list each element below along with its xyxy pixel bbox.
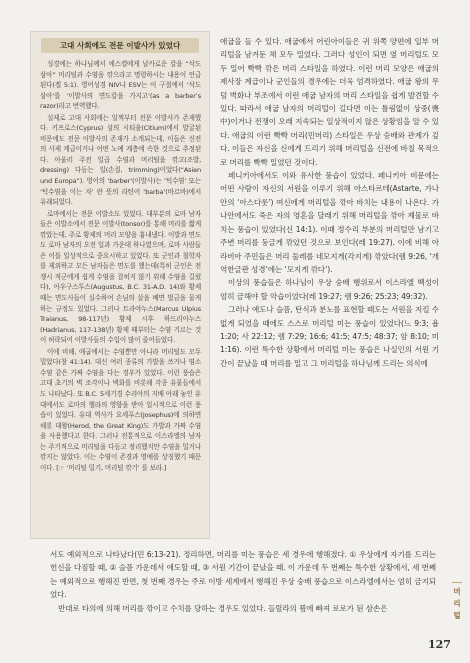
main-column-right — [220, 35, 439, 535]
sidebar-box — [30, 31, 210, 539]
sidebar-paragraph: 실제로 고대 사회에는 일찍부터 전문 이발사가 존재했다. 키프로스(Cyprus) 섬의 시티움(Citium)에서 발굴된 비문에도 전문 이발사의 존재가 소개되는데, 이들은 신전의 사제 계급이거나 어떤 노예 계층에 속한 것으로 추정된다. 아울러 주전 일곱 수염과 머리털을 깎고(조발, dressing) 다듬는 일(손질, trimming)이었다(“Asien und Europa”). 영어의 ‘barber’(이발사)는 ‘턱수염’ 또는 ‘턱수염을 이는 자’ 란 뜻의 라틴어 ‘barba’(바르바)에서 유래되었다. — [40, 113, 201, 207]
body-paragraph: 페니키아에서도 이와 유사한 풍습이 있었다. 페니키아 비문에는 어떤 사람이 자신의 서원을 이루기 위해 아스타르테(Astarte, 가나안의 ‘아스다롯’) 여신에게 머리털을 깎아 바치는 내용이 나온다. 가나안에서도 죽은 자의 영혼을 달래기 위해 머리털을 깎아 제물로 바치는 풍습이 있었다(신 14:1). 이때 정수리 부분의 머리털만 남기고 주변 머리를 둥글게 깎았던 것으로 보인다(레 19:27). 이에 비해 아라비아 주민들은 머리 둘레를 네모지게(각지게) 깎았다(렘 9:26, ‘개역한글판 성경’에는 ‘모지게 깎다’). — [220, 171, 439, 274]
running-side-tab — [450, 586, 464, 622]
body-paragraph: 반대로 타의에 의해 머리를 깎이고 수치를 당하는 경우도 있었다. 들릴라의 꾐에 빠져 로로가 된 삼손은 — [58, 603, 388, 613]
page-number: 127 — [428, 638, 451, 651]
main-bottom-text — [50, 548, 436, 615]
sidebar-paragraph: 이에 비해, 애굽에서는 수염뿐만 아니라 머리털도 모두 밀었다(창 41:14). 대신 여러 종류의 가발을 쓰거나 염소 수염 같은 가짜 수염을 다는 경우가 있었다. 이런 풍습은 고대 초기의 벽 조각이나 벽화를 비롯해 각종 유물들에서도 나타났다. 또 B.C. 5세기경 수리아의 지배 아래 놓인 유대에서도 로마의 헬라의 영향을 받아 일시적으로 이런 풍습이 있었다. 유대 역사가 요세푸스(Josephus)에 의하면 헤롯 대왕(Herod, the Great King)도 가발과 가짜 수염을 사용했다고 한다. 그러나 전통적으로 이스라엘의 남자는 주기적으로 머리털을 다듬고 정리했지만 수염을 밀거나 깎지는 않았다. 이는 수염이 존경과 영예를 상징했기 때문이다. [☞ ‘머리털 밀기, 머리털 깎기’ 를 보라.] — [40, 347, 201, 472]
body-paragraph: 서도 예외적으로 나타났다(민 6:13-21). 정리하면, 머리를 미는 풍습은 세 경우에 행해졌다. ① 우상에게 자기를 드리는 헌신을 다짐할 때, ② 슬픔 가운데서 애도할 때, ③ 서원 기간이 끝났을 때. 이 가운데 두 번째는 특수한 상황에서, 세 번째는 예외적으로 행해진 반면, 첫 번째 경우는 주로 이방 세계에서 행해진 우상 숭배 풍습으로 이스라엘에서는 엄히 금지되었다. — [50, 550, 436, 600]
body-paragraph: 이상의 풍습들은 하나님이 우상 숭배 행위로서 이스라엘 백성이 엄히 금해야 할 악습이었다(레 19:27; 렘 9:26; 25:23; 49:32). — [220, 278, 439, 301]
side-tab-label: 머 리 털 — [453, 587, 461, 620]
sidebar-paragraph: 성경에는 하나님께서 에스겔에게 날카로운 칼을 “삭도 삼아” 머리털과 수염을 깎으라고 명령하시는 내용이 언급된다(겔 5:1). 영어성경 NIV나 ESV는 이 구절에서 ‘삭도 삼아’를 ‘이발사의 면도칼을 가지고’(as a barber’s razor)라고 번역했다. — [40, 60, 201, 111]
body-paragraph: 애굽을 들 수 있다. 애굽에서 어린아이들은 귀 위쪽 양편에 일부 머리털을 남겨둔 채 모두 밀었다. 그러다 성인이 되면 옆 머리털도 모두 밀어 빡빡 깎은 머리 스타일을 하였다. 이런 머리 모양은 애굽의 제사장 계급이나 군인들의 경우에는 더욱 엄격하였다. 애굽 왕의 무덤 벽화나 부조에서 이런 애굽 남자의 머리 스타일을 쉽게 발견할 수 있다. 따라서 애굽 남자의 머리털이 길다면 이는 틀림없이 상중(喪中)이거나 전쟁이 오래 지속되는 일상적이지 않은 상황임을 알 수 있다. 애굽의 이런 빡빡 머리(민머리) 스타일은 우상 숭배와 관계가 깊다. 이들은 자신을 신에게 드리기 위해 머리털을 신전에 바칠 목적으로 머리를 빡빡 밀었던 것이다. — [220, 37, 439, 167]
sidebar-title: 고대 사회에도 전문 이발사가 있었다 — [41, 38, 199, 53]
body-paragraph: 그러나 애도나 슬픔, 탄식과 분노를 표현할 때도는 서원을 지킬 수 없게 되었을 때에도 스스로 머리털 미는 풍습이 있었다(느 9:3; 욥 1:20; 사 22:12; 렘 7:29; 16:6; 41:5; 47:5; 48:37; 암 8:10; 미 1:16). 이런 특수한 상황에서 머리털 미는 풍습은 나실인의 서원 기간이 끝났을 때 머리를 밀고 그 머리털을 하나님께 드리는 의식에 — [220, 305, 439, 368]
side-tab-rule — [452, 582, 462, 583]
sidebar-body — [31, 59, 209, 473]
sidebar-paragraph: 로마에서는 전문 이발소도 있었다. 대부분의 로마 남자들은 이발소에서 전문 이발사(tonsor)를 통해 머리를 짧게 깎았는데, 주로 황제의 머리 모양을 흉내냈다. 이발과 면도도 로마 남자의 오전 일과 가운데 하나였으며, 로마 사람들은 이를 일상적으로 중요시하고 있었다. 또 군인과 철학자를 제외하고 모든 남자들은 면도를 했는데(특히 군인은 전쟁시 적군에게 쉽게 수염을 잡히지 않기 위해 수염을 길렀다), 아우구스투스(Augustus, B.C. 31-A.D. 14)와 황제 때는 면도사들이 실수하여 손님의 살을 베면 벌금을 물게 하는 규정도 있었다. 그러나 트라야누스(Marcus Ulpius Traianus, 98-117년) 황제 시후 하드리아누스(Hadrianus, 117-138년) 황제 때부터는 수염 기르는 것이 허락되어 이발사들의 수입이 많이 줄어들었다. — [40, 209, 201, 345]
